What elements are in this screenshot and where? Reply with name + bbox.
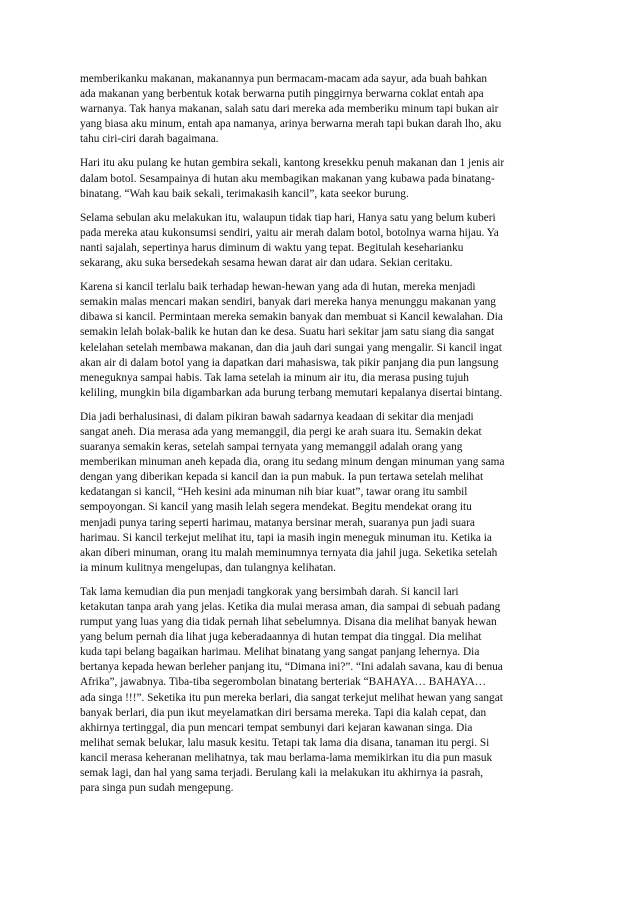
text-line: meneguknya sampai habis. Tak lama setelah ia minum air itu, dia merasa pusing tujuh [80, 371, 469, 384]
text-line: tahu ciri-ciri darah bagaimana. [80, 133, 219, 146]
text-line: nanti sajalah, sepertinya harus diminum di waktu yang tepat. Begitulah kesehariank​u [80, 241, 464, 254]
text-line: sekarang, aku suka bersedekah sesama hewan darat air dan udara. Sekian ceritaku. [80, 257, 453, 270]
text-line: kuda tapi belang bagaikan harimau. Melihat binatang yang sangat panjang lehernya. Dia [80, 646, 480, 659]
text-line: para singa pun sudah mengepung. [80, 782, 234, 795]
text-line: memberikanku makanan, makanannya pun bermacam-macam ada sayur, ada buah bahkan [80, 73, 488, 85]
text-line: dibawa si kancil. Permintaan mereka semakin banyak dan membuat si Kancil kewalahan. Dia [80, 311, 503, 324]
text-line: akan air di dalam botol yang ia dapatkan dari mahasiswa, tak pikir panjang dia pun langsung [80, 356, 499, 369]
text-line: semakin malas mencari makan sendiri, banyak dari mereka hanya menunggu makanan yang [80, 296, 496, 309]
text-line: Tak lama kemudian dia pun menjadi tangkorak yang bersimbah darah. Si kancil lari [80, 585, 459, 598]
text-line: semak lagi, dan hal yang sama terjadi. Berulang kali ia melakukan itu akhirnya ia pasrah, [80, 767, 484, 780]
text-line: akhirnya tertinggal, dia pun mencari tempat sembunyi dari kejaran kawanan singa. Dia [80, 721, 473, 734]
text-line: yang biasa aku minum, entah apa namanya, arinya berwarna merah tapi bukan darah lho, aku [80, 118, 502, 131]
text-line: Karena si kancil terlalu baik terhadap hewan-hewan yang ada di hutan, mereka menjadi [80, 281, 476, 294]
text-line: kelelahan setelah membawa makanan, dan dia jauh dari sungai yang mengalir. Si kancil ingat [80, 341, 502, 354]
paragraph [80, 280, 568, 401]
text-line: sangat aneh. Dia merasa ada yang memanggil, dia pergi ke arah suara itu. Semakin dekat [80, 425, 482, 438]
text-line: akan diberi minuman, orang itu malah meminumnya ternyata dia jahil juga. Seketika setelah [80, 546, 498, 559]
text-line: ada makanan yang berbentuk kotak berwarna putih pinggirnya berwarna coklat entah apa [80, 88, 484, 101]
text-line: sempoyongan. Si kancil yang masih lelah segera mendekat. Begitu mendekat orang itu [80, 501, 472, 514]
text-line: Dia jadi berhalusinasi, di dalam pikiran bawah sadarnya keadaan di sekitar dia menjadi [80, 410, 474, 423]
text-line: Afrika”, jawabnya. Tiba-tiba segerombolan binatang berteriak “BAHAYA… BAHAYA… [80, 676, 487, 689]
text-line: memberikan minuman aneh kepada dia, orang itu sedang minum dengan minuman yang sama [80, 456, 505, 469]
text-line: pada mereka atau kukonsumsi sendiri, yaitu air merah dalam botol, botolnya warna hijau. Ya [80, 226, 499, 239]
text-line: warnanya. Tak hanya makanan, salah satu dari mereka ada memberiku minum tapi bukan air [80, 103, 499, 116]
text-line: ia minum kulitnya mengelupas, dan tulangnya kelihatan. [80, 561, 337, 574]
text-line: dalam botol. Sesampainya di hutan aku membagikan makanan yang kubawa pada binatang- [80, 172, 495, 185]
text-line: kancil merasa keheranan melihatnya, tak mau berlama-lama memikirkan itu dia pun masuk [80, 751, 493, 764]
paragraph [80, 72, 568, 147]
paragraph [80, 410, 568, 576]
text-line: ada singa !!!”. Seketika itu pun mereka berlari, dia sangat terkejut melihat hewan yang sangat [80, 691, 503, 704]
text-line: harimau. Si kancil terkejut melihat itu, tapi ia masih ingin meneguk minuman itu. Ketika ia [80, 531, 492, 544]
text-line: dengan yang diberikan kepada si kancil dan ia pun mabuk. Ia pun tertawa setelah melihat [80, 471, 484, 484]
text-line: menjadi punya taring seperti harimau, matanya bersinar merah, suaranya pun jadi suara [80, 516, 475, 529]
text-line: binatang. “Wah kau baik sekali, terimakasih kancil”, kata seekor burung. [80, 187, 409, 200]
paragraph [80, 585, 568, 796]
text-line: suaranya semakin keras, setelah sampai ternyata yang memanggil adalah orang yang [80, 441, 463, 454]
text-line: Selama sebulan aku melakukan itu, walaupun tidak tiap hari, Hanya satu yang belum kuberi [80, 211, 496, 224]
paragraph [80, 211, 568, 271]
text-line: keliling, mungkin bila digambarkan ada burung terbang memutari kepalanya disertai bintang. [80, 386, 503, 399]
text-line: kedatangan si kancil, “Heh kesini ada minuman nih biar kuat”, tawar orang itu sambil [80, 486, 468, 499]
paragraph [80, 156, 568, 201]
document-page [80, 72, 568, 805]
text-line: ketakutan tanpa arah yang jelas. Ketika dia mulai merasa aman, dia sampai di sebuah padang [80, 601, 501, 613]
text-line: Hari itu aku pulang ke hutan gembira sekali, kantong kresekku penuh makanan dan 1 jenis air [80, 157, 505, 170]
text-line: rumput yang luas yang dia tidak pernah lihat sebelumnya. Disana dia melihat banyak hewan [80, 616, 497, 629]
text-line: banyak berlari, dia pun ikut meyelamatkan diri bersama mereka. Tapi dia kalah cepat, dan [80, 706, 487, 719]
text-line: melihat semak belukar, lalu masuk kesitu. Tetapi tak lama dia disana, tanaman itu pergi. Si [80, 736, 490, 749]
text-line: bertanya kepada hewan berleher panjang itu, “Dimana ini?”. “Ini adalah savana, kau di benua [80, 661, 503, 674]
text-line: semakin lelah bolak-balik ke hutan dan ke desa. Suatu hari sekitar jam satu siang dia sangat [80, 326, 495, 339]
text-line: yang belum pernah dia lihat juga keberadaannya di hutan tempat dia tinggal. Dia melihat [80, 631, 482, 644]
